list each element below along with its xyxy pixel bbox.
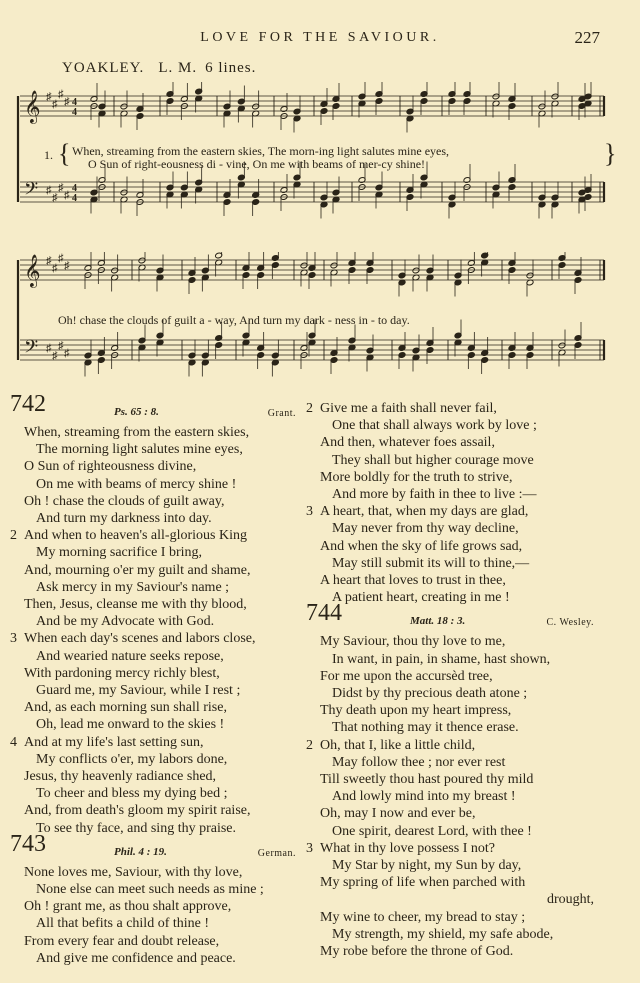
verse-line: The morning light salutes mine eyes, — [36, 442, 243, 458]
verse-line: Oh, lead me onward to the skies ! — [36, 717, 225, 733]
sharp-icon: ♯ — [64, 189, 70, 202]
composer-name: German. — [257, 847, 296, 859]
hymn-number: 742 — [10, 391, 46, 417]
verse-line: One that shall always work by love ; — [332, 418, 537, 434]
verse-text: When each day's scenes and labors close, — [24, 631, 256, 647]
verse-line: Oh, may I now and ever be, — [320, 806, 476, 822]
verse-number: 3 — [10, 631, 17, 647]
sharp-icon: ♯ — [46, 255, 52, 267]
scripture-reference: Ps. 65 : 8. — [114, 406, 159, 418]
left-column — [10, 391, 296, 970]
verse-line: My robe before the throne of God. — [320, 944, 514, 960]
lyric-brace-left: { — [58, 139, 71, 168]
verse-line: And lowly mind into my breast ! — [332, 789, 516, 805]
verse-line: They shall but higher courage move — [332, 452, 534, 468]
tune-meter: L. M. — [158, 60, 198, 76]
verse-line: And wearied nature seeks repose, — [36, 648, 224, 664]
verse-line — [306, 400, 594, 417]
verse-line: Ask mercy in my Saviour's name ; — [36, 579, 230, 595]
sharp-icon: ♯ — [46, 91, 52, 103]
verse-line: From every fear and doubt release, — [24, 933, 220, 949]
verse-line: In want, in pain, in shame, hast shown, — [332, 651, 551, 667]
verse-line — [306, 503, 594, 520]
verse-line: To see thy face, and sing thy praise. — [36, 820, 237, 836]
tune-heading — [62, 60, 256, 77]
time-signature: 4 — [72, 97, 77, 108]
verse-text: And at my life's last setting sun, — [24, 734, 204, 750]
time-signature: 4 — [72, 183, 77, 194]
verse-line: And, mourning o'er my guilt and shame, — [24, 562, 251, 578]
verse-line: Guard me, my Saviour, while I rest ; — [36, 683, 241, 699]
verse-number: 2 — [306, 401, 313, 416]
verse-line: My spring of life when parched with — [320, 875, 526, 891]
sharp-icon: ♯ — [46, 342, 52, 355]
verse-line: On me with beams of mercy shine ! — [36, 476, 237, 492]
verse-line: And more by faith in thee to live :— — [332, 487, 537, 503]
hymn-header — [306, 600, 594, 633]
composer-name: C. Wesley. — [546, 617, 594, 629]
sharp-icon: ♯ — [64, 260, 70, 272]
right-column — [306, 400, 594, 963]
sharp-icon: ♯ — [64, 96, 70, 108]
hymn-number: 743 — [10, 830, 46, 857]
verse-number: 3 — [306, 504, 313, 520]
verse-line: My conflicts o'er, my labors done, — [36, 751, 228, 767]
tune-lines: 6 lines. — [205, 60, 257, 76]
hymn-block — [10, 830, 296, 967]
verse-line: And turn my darkness into day. — [36, 511, 212, 527]
verse-line: And, as each morning sun shall rise, — [24, 700, 227, 716]
verse-line: And then, whatever foes assail, — [320, 435, 495, 451]
lyrics-line-2: O Sun of right-eousness di - vine, On me with beams of mer-cy shine! — [88, 157, 426, 171]
verse-line: And be my Advocate with God. — [36, 614, 215, 630]
lyric-brace-right: } — [604, 139, 617, 168]
hymn-block — [10, 391, 296, 837]
hymn-block — [306, 600, 594, 960]
scripture-reference: Matt. 18 : 3. — [410, 615, 466, 628]
sharp-icon: ♯ — [46, 184, 52, 197]
verse-number: 4 — [10, 734, 17, 750]
sharp-icon: ♯ — [52, 192, 58, 204]
lyrics-line-1: When, streaming from the eastern skies, The morn-ing light salutes mine eyes, — [72, 144, 450, 158]
verse-line — [10, 630, 296, 647]
verse-line — [10, 527, 296, 544]
verse-line: Oh ! grant me, as thou shalt approve, — [24, 899, 232, 915]
verse-line: May follow thee ; nor ever rest — [332, 754, 506, 770]
tune-name: YOAKLEY. — [62, 60, 145, 76]
verse-line: drought, — [546, 892, 594, 908]
verse-line — [306, 840, 594, 857]
verse-line: More boldly for the truth to strive, — [320, 469, 513, 485]
verse-line: None loves me, Saviour, with thy love, — [24, 864, 243, 880]
verse-line: And, from death's gloom my spirit raise, — [24, 803, 251, 819]
verse-text: Oh, that I, like a little child, — [320, 737, 476, 753]
verse-line: Thy death upon my heart impress, — [320, 703, 512, 719]
time-signature: 4 — [72, 193, 77, 204]
hymn-header — [10, 391, 296, 424]
lyrics-line-3: Oh! chase the clouds of guilt a - way, And turn my dark - ness in - to day. — [58, 313, 410, 327]
verse-line: For me upon the accursèd tree, — [320, 668, 493, 684]
verse-line: A patient heart, creating in me ! — [332, 590, 510, 606]
verse-line: And give me confidence and peace. — [36, 950, 236, 966]
verse-line: My strength, my shield, my safe abode, — [332, 926, 554, 942]
treble-clef-icon: 𝄞 — [24, 254, 41, 287]
verse-text: And when to heaven's all-glorious King — [24, 528, 247, 544]
verse-line: Till sweetly thou hast poured thy mild — [320, 772, 534, 788]
verse-line: None else can meet such needs as mine ; — [36, 882, 264, 898]
page-number: 227 — [574, 28, 600, 47]
verse-line: My Saviour, thou thy love to me, — [320, 634, 506, 650]
sharp-icon: ♯ — [52, 98, 58, 111]
verse-line: To cheer and bless my dying bed ; — [36, 786, 228, 802]
bass-clef-icon: 𝄢 — [24, 179, 39, 204]
verse-line: May still submit its will to thine,— — [332, 555, 530, 571]
verse-line: May never from thy way decline, — [332, 521, 519, 537]
verse-line — [10, 734, 296, 751]
sharp-icon: ♯ — [58, 252, 64, 265]
verse-line: A heart that loves to trust in thee, — [320, 573, 506, 589]
hymn-block — [306, 400, 594, 606]
sharp-icon: ♯ — [58, 340, 64, 352]
verse-text: Give me a faith shall never fail, — [320, 401, 497, 416]
verse-text: What in thy love possess I not? — [320, 840, 495, 856]
sharp-icon: ♯ — [64, 347, 70, 360]
treble-clef-icon: 𝄞 — [24, 90, 41, 123]
verse-number: 3 — [306, 840, 313, 856]
verse-number: 2 — [10, 528, 17, 544]
verse-number: 2 — [306, 737, 313, 753]
verse-line: When, streaming from the eastern skies, — [24, 425, 250, 440]
verse-line: My Star by night, my Sun by day, — [332, 858, 522, 874]
verse-line: Oh ! chase the clouds of guilt away, — [24, 493, 225, 509]
verse-line: O Sun of righteousness divine, — [24, 459, 197, 475]
hymn-header — [10, 830, 296, 864]
time-signature: 4 — [72, 107, 77, 118]
verse-line: All that befits a child of thine ! — [36, 916, 210, 932]
verse-text: A heart, that, when my days are glad, — [320, 504, 529, 520]
hymn-number: 744 — [306, 600, 342, 627]
sharp-icon: ♯ — [52, 350, 58, 362]
verse-line: My wine to cheer, my bread to stay ; — [320, 909, 526, 925]
verse-line: One spirit, dearest Lord, with thee ! — [332, 823, 532, 839]
verse-line: Jesus, thy heavenly radiance shed, — [24, 769, 217, 785]
verse-line: Didst by thy precious death atone ; — [332, 686, 528, 702]
verse-line: Then, Jesus, cleanse me with thy blood, — [24, 597, 247, 613]
verse-line — [306, 737, 594, 754]
bass-clef-icon: 𝄢 — [24, 337, 39, 362]
sharp-icon: ♯ — [58, 182, 64, 194]
scripture-reference: Phil. 4 : 19. — [114, 845, 167, 858]
sharp-icon: ♯ — [52, 262, 58, 275]
verse-line: And when the sky of life grows sad, — [320, 538, 523, 554]
verse-line: With pardoning mercy richly blest, — [24, 665, 220, 681]
stanza-number: 1. — [44, 148, 53, 162]
composer-name: Grant. — [267, 408, 296, 419]
verse-line: My morning sacrifice I bring, — [36, 545, 203, 561]
running-title: LOVE FOR THE SAVIOUR. — [200, 30, 440, 45]
sharp-icon: ♯ — [58, 88, 64, 101]
verse-line: That nothing may it thence erase. — [332, 720, 519, 736]
